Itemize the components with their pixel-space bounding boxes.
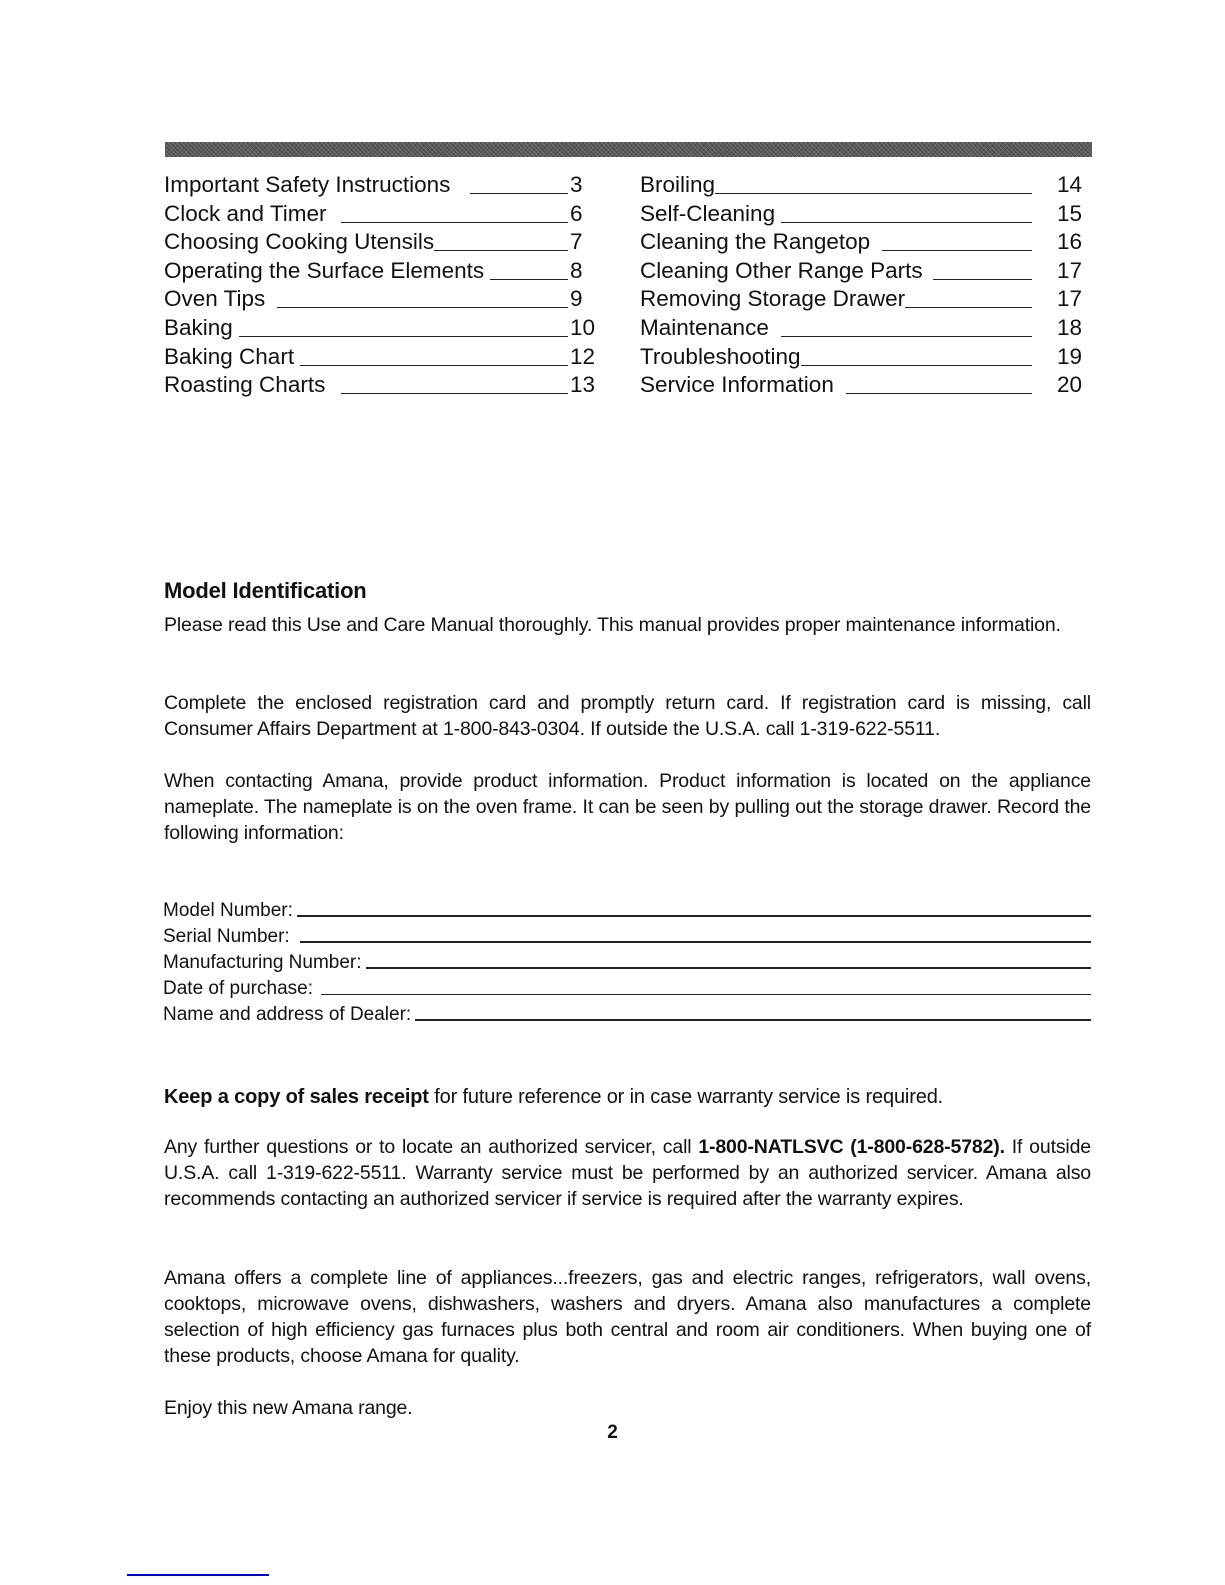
date-of-purchase-label: Date of purchase: — [163, 978, 313, 999]
form-row-model-number — [163, 898, 1091, 924]
product-record-form — [163, 898, 1091, 1028]
toc-entry-page: 3 — [570, 172, 583, 197]
toc-entry-page: 20 — [1056, 372, 1082, 398]
toc-entry-title: Oven Tips — [164, 286, 266, 312]
dealer-field[interactable] — [415, 1019, 1091, 1021]
closing-paragraph: Enjoy this new Amana range. — [164, 1397, 413, 1419]
toc-entry-broiling[interactable] — [640, 171, 1082, 200]
toc-entry-page: 7 — [570, 229, 583, 255]
toc-entry-troubleshooting[interactable] — [640, 343, 1082, 372]
toc-leader-line — [715, 193, 1032, 194]
toc-entry-important-safety-instructions[interactable] — [164, 171, 606, 200]
toc-entry-title: Baking — [164, 314, 233, 340]
toc-entry-page: 8 — [570, 257, 583, 283]
toc-entry-removing-storage-drawer[interactable] — [640, 285, 1082, 314]
toc-leader-line — [801, 365, 1032, 366]
manufacturing-number-field[interactable] — [366, 967, 1091, 969]
toc-entry-title: Baking Chart — [164, 343, 295, 369]
toc-entry-page: 18 — [1056, 314, 1082, 340]
service-text-after: If outside U.S.A. call 1-319-622-5511. Warranty service must be performed by an authorized servicer. Amana also recommends contacting an authorized servicer if service is required after the warranty expires. — [164, 1136, 1092, 1210]
toc-entry-operating-surface-elements[interactable] — [164, 257, 606, 286]
toc-entry-cleaning-rangetop[interactable] — [640, 228, 1082, 257]
toc-leader-line — [300, 365, 568, 366]
serial-number-label: Serial Number: — [163, 926, 290, 947]
dealer-label: Name and address of Dealer: — [163, 1004, 412, 1025]
toc-leader-line — [277, 307, 568, 308]
toc-entry-title: Broiling — [640, 172, 716, 197]
link-underline[interactable] — [127, 1574, 269, 1576]
toc-entry-title: Cleaning the Rangetop — [640, 229, 871, 255]
serial-number-field[interactable] — [300, 941, 1091, 943]
toc-entry-title: Cleaning Other Range Parts — [640, 257, 923, 283]
model-identification-heading: Model Identification — [164, 578, 367, 603]
toc-entry-title: Clock and Timer — [164, 200, 327, 226]
toc-entry-title: Self-Cleaning — [640, 200, 776, 226]
toc-leader-line — [781, 336, 1032, 337]
table-of-contents-left — [164, 171, 606, 400]
toc-entry-baking[interactable] — [164, 314, 606, 343]
toc-leader-line — [239, 336, 568, 337]
form-row-dealer — [163, 1002, 1091, 1028]
manufacturing-number-label: Manufacturing Number: — [163, 952, 362, 973]
toc-entry-choosing-cooking-utensils[interactable] — [164, 228, 606, 257]
products-paragraph: Amana offers a complete line of appliances...freezers, gas and electric ranges, refrigerators, wall ovens, cooktops, microwave ovens, dishwashers, washers and dryers. Amana also manufactures a complete selection of high efficiency gas furnaces plus both central and room air conditioners. When buying one of these products, choose Amana for quality. — [164, 1267, 1091, 1367]
receipt-emphasis: Keep a copy of sales receipt — [164, 1086, 429, 1108]
toc-entry-title: Choosing Cooking Utensils — [164, 229, 435, 255]
service-paragraph — [164, 1134, 1091, 1212]
intro-paragraph: Please read this Use and Care Manual thoroughly. This manual provides proper maintenance information. — [164, 614, 1061, 636]
toc-entry-clock-and-timer[interactable] — [164, 200, 606, 229]
registration-paragraph: Complete the enclosed registration card and promptly return card. If registration card is missing, call Consumer Affairs Department at 1-800-843-0304. If outside the U.S.A. call 1-319-622-5511. — [164, 692, 1091, 740]
toc-entry-page: 6 — [570, 200, 583, 226]
toc-leader-line — [470, 193, 568, 194]
toc-entry-page: 16 — [1056, 229, 1082, 255]
service-phone-number: 1-800-NATLSVC (1-800-628-5782). — [698, 1136, 1005, 1158]
toc-entry-service-information[interactable] — [640, 371, 1082, 400]
product-info-paragraph: When contacting Amana, provide product information. Product information is located on the appliance nameplate. The nameplate is on the oven frame. It can be seen by pulling out the storage drawer. Record the following information: — [164, 770, 1091, 844]
toc-leader-line — [341, 393, 568, 394]
toc-entry-page: 15 — [1056, 200, 1082, 226]
toc-entry-page: 19 — [1056, 343, 1082, 369]
table-of-contents-right — [640, 171, 1082, 400]
form-row-manufacturing-number — [163, 950, 1091, 976]
service-text-before: Any further questions or to locate an authorized servicer, call — [164, 1136, 699, 1158]
date-of-purchase-field[interactable] — [321, 994, 1091, 995]
toc-entry-page: 17 — [1056, 257, 1082, 283]
page-number: 2 — [607, 1422, 618, 1443]
toc-entry-page: 14 — [1056, 172, 1082, 197]
toc-entry-page: 12 — [570, 343, 596, 369]
toc-entry-title: Important Safety Instructions — [164, 172, 451, 197]
form-row-serial-number — [163, 924, 1091, 950]
toc-leader-line — [905, 307, 1032, 308]
toc-entry-title: Roasting Charts — [164, 372, 326, 398]
toc-entry-page: 17 — [1056, 286, 1082, 312]
toc-leader-line — [882, 250, 1032, 251]
form-row-date-of-purchase — [163, 976, 1091, 1002]
header-rule-bar — [165, 142, 1092, 157]
toc-entry-title: Service Information — [640, 372, 834, 398]
toc-leader-line — [933, 279, 1032, 280]
toc-leader-line — [490, 279, 568, 280]
receipt-paragraph — [164, 1084, 1091, 1110]
toc-entry-roasting-charts[interactable] — [164, 371, 606, 400]
toc-leader-line — [781, 222, 1032, 223]
toc-entry-oven-tips[interactable] — [164, 285, 606, 314]
toc-entry-title: Troubleshooting — [640, 343, 801, 369]
toc-leader-line — [434, 250, 568, 251]
receipt-text: for future reference or in case warranty service is required. — [428, 1086, 944, 1108]
toc-entry-title: Maintenance — [640, 314, 769, 340]
toc-entry-cleaning-other-range-parts[interactable] — [640, 257, 1082, 286]
toc-entry-title: Operating the Surface Elements — [164, 257, 485, 283]
toc-leader-line — [846, 393, 1032, 394]
toc-entry-page: 13 — [570, 372, 596, 398]
toc-leader-line — [341, 222, 568, 223]
toc-entry-maintenance[interactable] — [640, 314, 1082, 343]
toc-entry-title: Removing Storage Drawer — [640, 286, 906, 312]
toc-entry-baking-chart[interactable] — [164, 343, 606, 372]
toc-entry-page: 10 — [570, 314, 596, 340]
toc-entry-self-cleaning[interactable] — [640, 200, 1082, 229]
toc-entry-page: 9 — [570, 286, 583, 312]
model-number-field[interactable] — [297, 915, 1091, 917]
model-number-label: Model Number: — [163, 900, 293, 921]
